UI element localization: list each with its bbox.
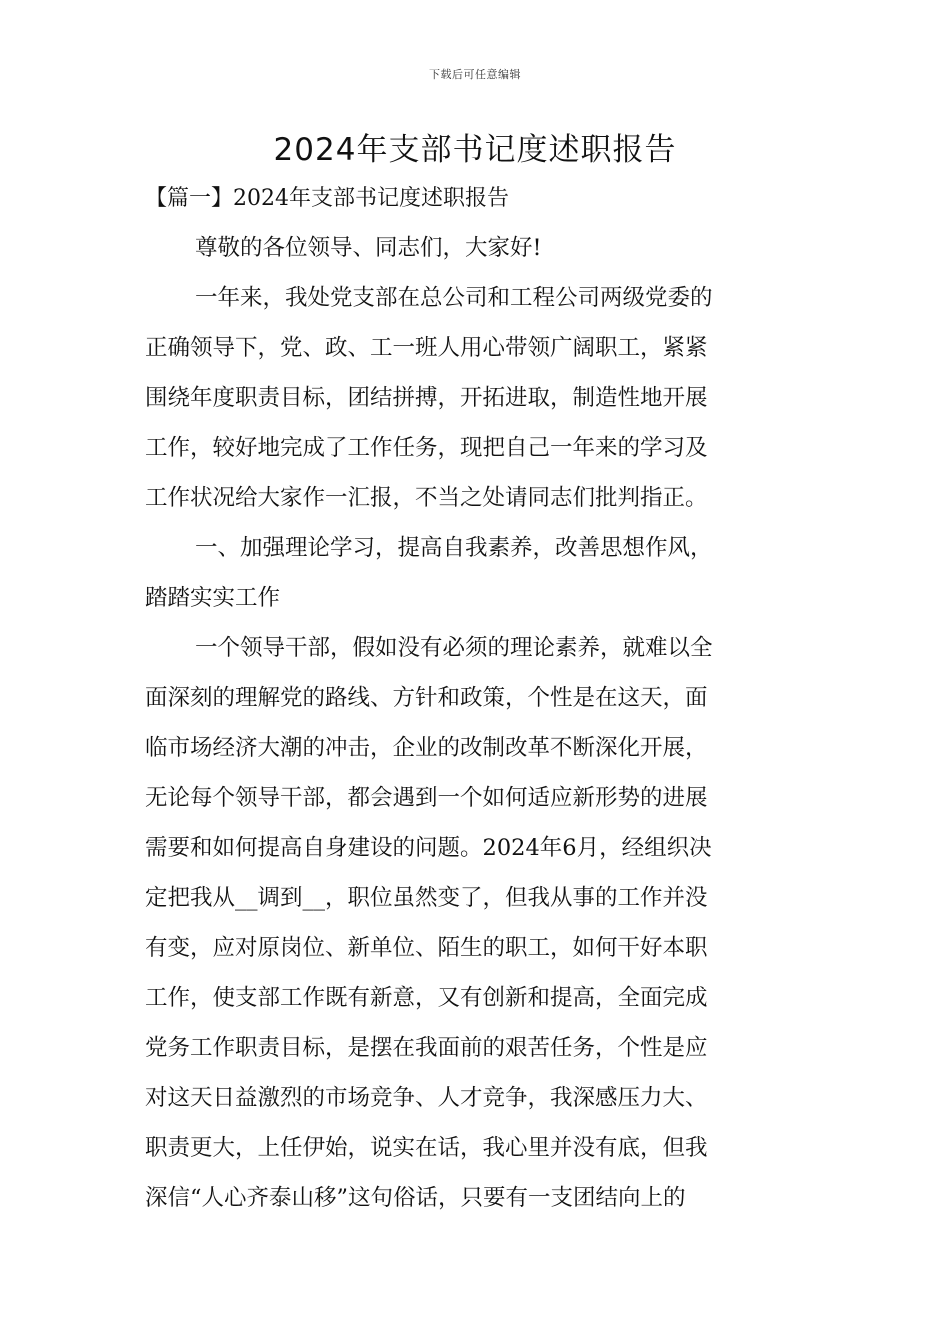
paragraph-line: 职责更大，上任伊始，说实在话，我心里并没有底，但我 (145, 1135, 708, 1161)
header-note: 下载后可任意编辑 (429, 68, 521, 81)
paragraph-line: 定把我从__调到__，职位虽然变了，但我从事的工作并没 (145, 885, 708, 911)
paragraph-line: 一个领导干部，假如没有必须的理论素养，就难以全 (195, 635, 713, 661)
paragraph-line: 无论每个领导干部，都会遇到一个如何适应新形势的进展 (145, 785, 708, 811)
paragraph-line: 党务工作职责目标，是摆在我面前的艰苦任务，个性是应 (145, 1035, 708, 1061)
paragraph-line: 围绕年度职责目标，团结拼搏，开拓进取，制造性地开展 (145, 385, 708, 411)
paragraph-line: 踏踏实实工作 (145, 585, 281, 611)
paragraph-line: 工作，使支部工作既有新意，又有创新和提高，全面完成 (145, 985, 708, 1011)
document-title: 2024年支部书记度述职报告 (273, 132, 677, 168)
paragraph-subsection-one (145, 523, 810, 623)
paragraph-line: 尊敬的各位领导、同志们，大家好! (195, 235, 542, 261)
paragraph-line: 工作，较好地完成了工作任务，现把自己一年来的学习及 (145, 435, 708, 461)
paragraph-line: 工作状况给大家作一汇报，不当之处请同志们批判指正。 (145, 485, 708, 511)
paragraph-line: 临市场经济大潮的冲击，企业的改制改革不断深化开展， (145, 735, 708, 761)
paragraph-body (145, 623, 810, 1223)
paragraph-line: 对这天日益激烈的市场竞争、人才竞争，我深感压力大、 (145, 1085, 708, 1111)
paragraph-line: 需要和如何提高自身建设的问题。2024年6月，经组织决 (145, 835, 712, 861)
paragraph-line: 一、加强理论学习，提高自我素养，改善思想作风， (195, 535, 713, 561)
section-heading: 【篇一】2024年支部书记度述职报告 (145, 186, 509, 211)
paragraph-line: 有变，应对原岗位、新单位、陌生的职工，如何干好本职 (145, 935, 708, 961)
paragraph-line: 面深刻的理解党的路线、方针和政策，个性是在这天，面 (145, 685, 708, 711)
paragraph-intro (145, 273, 810, 523)
paragraph-line: 一年来，我处党支部在总公司和工程公司两级党委的 (195, 285, 713, 311)
paragraph-line: 正确领导下，党、政、工一班人用心带领广阔职工，紧紧 (145, 335, 708, 361)
paragraph-greeting (145, 223, 810, 273)
paragraph-line: 深信“人心齐泰山移”这句俗话，只要有一支团结向上的 (145, 1185, 686, 1211)
